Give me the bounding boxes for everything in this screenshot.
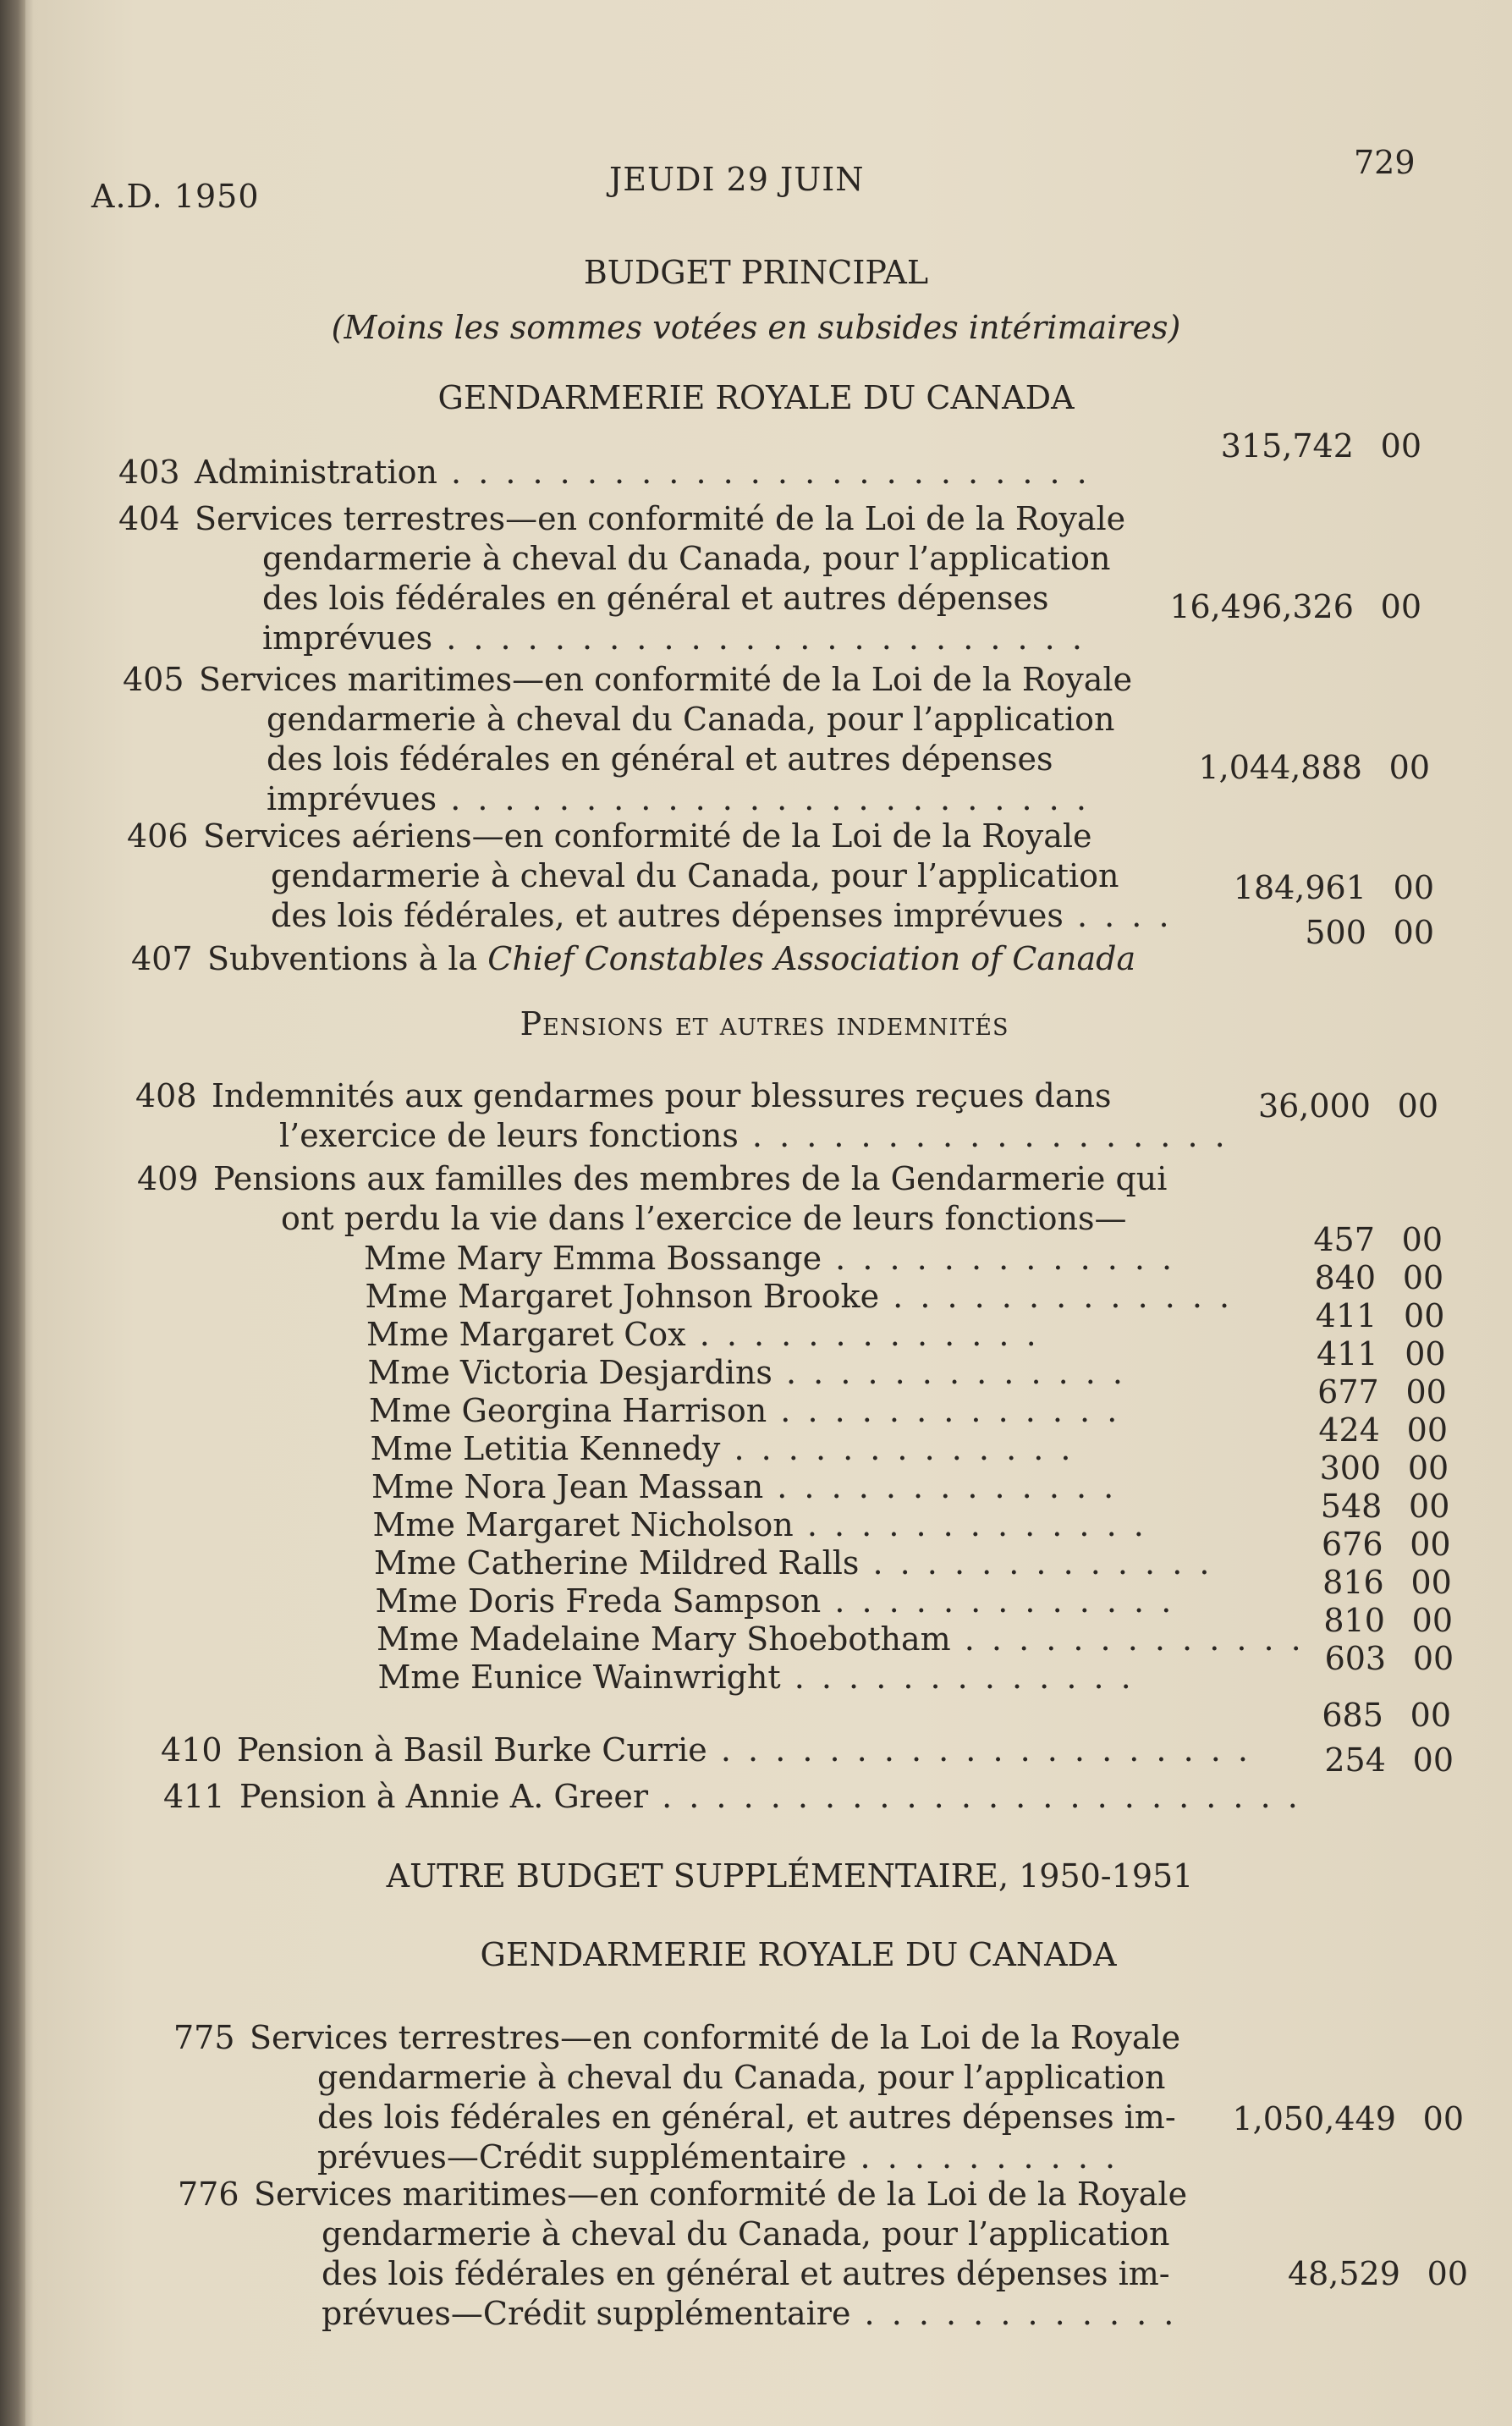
pensioner-amount: 300 00 [1319, 1450, 1449, 1487]
item-409 [137, 1159, 1167, 1239]
pensioner-amount: 424 00 [1318, 1411, 1448, 1449]
pensioner-amount: 411 00 [1315, 1297, 1445, 1334]
amount-410: 685 00 [1322, 1697, 1451, 1734]
item-number: 407 [131, 940, 193, 977]
item-775: 775 Services terrestres—en conformité de la Loi de la Royale gendarmerie à cheval du Canada, pour l’application des lois fédérales en général, et autres dépenses im- prévues—Crédit supplémentaire . . . . . . . . . . [173, 2019, 1181, 2176]
item-407 [131, 939, 1135, 979]
pensioner-amount: 676 00 [1321, 1526, 1451, 1563]
item-number: 408 [135, 1077, 197, 1114]
item-text: Administration [195, 454, 437, 491]
pensioner-name: Mme Margaret Johnson Brooke . . . . . . . . . . . . . [365, 1278, 1234, 1315]
pensioner-name: Mme Margaret Cox . . . . . . . . . . . . . [366, 1316, 1040, 1353]
item-text: gendarmerie à cheval du Canada, pour l’application [317, 2059, 1166, 2096]
section1-title: BUDGET PRINCIPAL [583, 254, 929, 291]
amount-406: 184,961 00 [1233, 869, 1434, 906]
item-text: Pension à Annie A. Greer [239, 1778, 649, 1815]
section1-subtitle: (Moins les sommes votées en subsides intérimaires) [331, 309, 1181, 346]
section3-heading: GENDARMERIE ROYALE DU CANADA [480, 1936, 1117, 1973]
page-number: 729 [1354, 144, 1416, 181]
pensioner-amount: 816 00 [1322, 1564, 1452, 1601]
amount-405: 1,044,888 00 [1198, 749, 1430, 786]
item-text: gendarmerie à cheval du Canada, pour l’application [271, 857, 1119, 894]
item-410: 410 Pension à Basil Burke Currie . . . . . . . . . . . . . . . . . . . . [161, 1731, 1251, 1769]
pensioner-name: Mme Victoria Desjardins . . . . . . . . . . . . . [367, 1354, 1126, 1391]
amount-407: 500 00 [1305, 914, 1434, 951]
item-number: 404 [118, 500, 180, 537]
item-404: 404 Services terrestres—en conformité de la Loi de la Royale gendarmerie à cheval du Canada, pour l’application des lois fédérales en général et autres dépenses imprévues . . . . . . . . . . . . . . . . . . . . . . . . [118, 500, 1126, 657]
pensioner-amount: 411 00 [1316, 1335, 1446, 1373]
item-403: 403 Administration . . . . . . . . . . . . . . . . . . . . . . . . [118, 454, 1091, 491]
item-number: 411 [163, 1778, 225, 1815]
amount-411: 254 00 [1324, 1741, 1454, 1779]
item-776: 776 Services maritimes—en conformité de la Loi de la Royale gendarmerie à cheval du Canada, pour l’application des lois fédérales en général et autres dépenses im- prévues—Crédit supplémentaire . . . . . . . . . . . . [178, 2176, 1188, 2332]
pensioner-name: Mme Margaret Nicholson . . . . . . . . . . . . . [372, 1506, 1147, 1543]
item-408: 408 Indemnités aux gendarmes pour blessures reçues dans l’exercice de leurs fonctions . . . . . . . . . . . . . . . . . . [135, 1077, 1229, 1154]
item-text: des lois fédérales en général et autres dépenses [267, 740, 1053, 778]
item-number: 406 [127, 817, 189, 855]
pensioner-amount: 810 00 [1323, 1602, 1453, 1639]
item-text: gendarmerie à cheval du Canada, pour l’application [262, 540, 1111, 577]
pensioner-name: Mme Catherine Mildred Ralls . . . . . . . . . . . . . [374, 1544, 1213, 1582]
item-text: l’exercice de leurs fonctions [279, 1117, 739, 1154]
pensioner-name: Mme Georgina Harrison . . . . . . . . . . . . . [369, 1392, 1121, 1429]
header-year: A.D. 1950 [91, 178, 260, 215]
page-header [0, 144, 1512, 215]
item-text: Pension à Basil Burke Currie [237, 1731, 707, 1769]
pensioner-name: Mme Mary Emma Bossange . . . . . . . . . . . . . [364, 1240, 1176, 1277]
item-text: Subventions à la [207, 940, 478, 977]
item-text: Pensions aux familles des membres de la Gendarmerie qui [213, 1160, 1168, 1197]
pensioner-name: Mme Doris Freda Sampson . . . . . . . . . . . . . [375, 1582, 1175, 1620]
item-number: 409 [137, 1160, 199, 1197]
pensioner-amount: 840 00 [1314, 1259, 1444, 1296]
item-text: Indemnités aux gendarmes pour blessures reçues dans [212, 1077, 1112, 1114]
item-text: Services terrestres—en conformité de la Loi de la Royale [195, 500, 1126, 537]
pensioner-name: Mme Madelaine Mary Shoebotham . . . . . . . . . . . . . [377, 1620, 1305, 1658]
item-text: gendarmerie à cheval du Canada, pour l’application [322, 2215, 1170, 2253]
section1-heading: GENDARMERIE ROYALE DU CANADA [437, 379, 1075, 416]
item-number: 410 [161, 1731, 223, 1769]
item-text: ont perdu la vie dans l’exercice de leurs fonctions— [281, 1200, 1127, 1237]
header-date: JEUDI 29 JUIN [609, 161, 865, 198]
item-text: prévues—Crédit supplémentaire [317, 2138, 847, 2176]
item-text: des lois fédérales, et autres dépenses imprévues [271, 897, 1064, 934]
pensioner-name: Mme Eunice Wainwright . . . . . . . . . . . . . [377, 1659, 1135, 1696]
amount-404: 16,496,326 00 [1169, 588, 1421, 625]
amount-775: 1,050,449 00 [1232, 2100, 1464, 2137]
item-text: Services maritimes—en conformité de la Loi de la Royale [199, 661, 1133, 698]
pensioner-amount: 548 00 [1320, 1488, 1450, 1525]
item-text: des lois fédérales en général, et autres dépenses im- [317, 2099, 1176, 2136]
item-number: 775 [173, 2019, 235, 2056]
item-text: Services aériens—en conformité de la Loi de la Royale [203, 817, 1092, 855]
item-411: 411 Pension à Annie A. Greer . . . . . . . . . . . . . . . . . . . . . . . . [163, 1778, 1301, 1815]
item-406: 406 Services aériens—en conformité de la Loi de la Royale gendarmerie à cheval du Canada, pour l’application des lois fédérales, et autres dépenses imprévues . . . . [127, 817, 1173, 934]
item-405: 405 Services maritimes—en conformité de la Loi de la Royale gendarmerie à cheval du Canada, pour l’application des lois fédérales en général et autres dépenses imprévues . . . . . . . . . . . . . . . . . . . . . . . . [123, 661, 1133, 817]
item-number: 405 [123, 661, 184, 698]
item-text: imprévues [262, 619, 433, 657]
pensioner-amount: 603 00 [1324, 1640, 1454, 1677]
item-text: prévues—Crédit supplémentaire [322, 2295, 851, 2332]
item-number: 776 [178, 2176, 239, 2213]
item-text: des lois fédérales en général et autres dépenses im- [322, 2255, 1170, 2292]
pensioner-amount: 677 00 [1317, 1373, 1447, 1411]
item-text: Services maritimes—en conformité de la Loi de la Royale [254, 2176, 1188, 2213]
section3-title: AUTRE BUDGET SUPPLÉMENTAIRE, 1950-1951 [386, 1857, 1194, 1895]
item-text: des lois fédérales en général et autres dépenses [262, 580, 1049, 617]
pensioner-name: Mme Letitia Kennedy . . . . . . . . . . . . . [370, 1430, 1075, 1467]
association-name: Chief Constables Association of Canada [487, 940, 1136, 977]
item-text: gendarmerie à cheval du Canada, pour l’application [267, 701, 1115, 738]
item-text: Services terrestres—en conformité de la Loi de la Royale [250, 2019, 1181, 2056]
amount-408: 36,000 00 [1257, 1087, 1438, 1125]
book-spine [0, 0, 25, 2426]
item-text: imprévues [267, 780, 437, 817]
amount-403: 315,742 00 [1220, 427, 1421, 465]
item-number: 403 [118, 454, 180, 491]
section2-heading: Pensions et autres indemnités [520, 1005, 1009, 1042]
pensioner-name: Mme Nora Jean Massan . . . . . . . . . . . . . [371, 1468, 1118, 1505]
amount-776: 48,529 00 [1287, 2255, 1468, 2292]
pensioner-amount: 457 00 [1313, 1221, 1443, 1258]
